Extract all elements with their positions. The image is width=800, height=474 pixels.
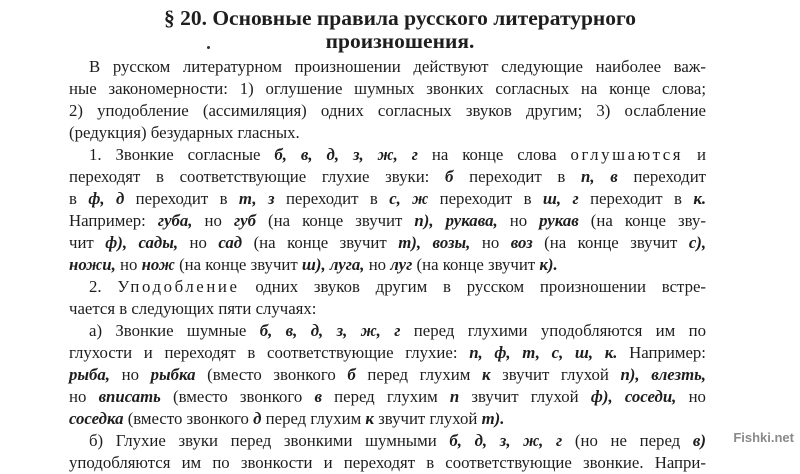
rule1-line-4: Например: губа, но губ (на конце звучит п), рукава, но рукав (на конце зву- bbox=[69, 211, 706, 230]
case-a-line-3: рыба, но рыбка (вместо звонкого б перед глухим к звучит глухой п), влезть, bbox=[69, 365, 707, 384]
rule1-line-5: чит ф), сады, но сад (на конце звучит т), возы, но воз (на конце звучит с), bbox=[69, 233, 707, 252]
section-title-line-1: § 20. Основные правила русского литературного bbox=[163, 6, 637, 30]
intro-line-2: ные закономерности: 1) оглушение шумных звонких согласных на конце слова; bbox=[69, 79, 706, 98]
rule2-line-2: чается в следующих пяти случаях: bbox=[69, 299, 317, 318]
watermark: Fishki.net bbox=[733, 430, 794, 445]
intro-line-4: (редукция) безударных гласных. bbox=[69, 123, 300, 142]
intro-line-3: 2) уподобление (ассимиляция) одних согласных звуков другим; 3) ослабление bbox=[69, 101, 706, 120]
case-b-line-1: б) Глухие звуки перед звонкими шумными б, д, з, ж, г (но не перед в) bbox=[89, 431, 706, 450]
case-a-line-4: но вписать (вместо звонкого в перед глухим п звучит глухой ф), соседи, но bbox=[69, 387, 706, 406]
section-title-line-2: произношения. bbox=[325, 29, 475, 53]
print-speck bbox=[207, 46, 210, 49]
rule1-line-3: в ф, д переходит в т, з переходит в с, ж переходит в ш, г переходит в к. bbox=[69, 189, 707, 208]
case-b-line-2: уподобляются им по звонкости и переходят в соответствующие звонкие. Напри- bbox=[69, 453, 706, 472]
rule2-line-1: 2. Уподобление одних звуков другим в русском произношении встре- bbox=[89, 277, 706, 296]
rule1-line-1: 1. Звонкие согласные б, в, д, з, ж, г на конце слова оглушаются и bbox=[89, 145, 707, 164]
intro-line-1: В русском литературном произношении действуют следующие наиболее важ- bbox=[89, 57, 706, 76]
rule1-line-2: переходят в соответствующие глухие звуки: б переходит в п, в переходит bbox=[69, 167, 707, 186]
case-a-line-5: соседка (вместо звонкого д перед глухим к звучит глухой т). bbox=[69, 409, 505, 428]
case-a-line-1: а) Звонкие шумные б, в, д, з, ж, г перед глухими уподобляются им по bbox=[89, 321, 707, 340]
rule1-line-6: ножи, но нож (на конце звучит ш), луга, но луг (на конце звучит к). bbox=[69, 255, 558, 274]
case-a-line-2: глухости и переходят в соответствующие глухие: п, ф, т, с, ш, к. Например: bbox=[69, 343, 706, 362]
